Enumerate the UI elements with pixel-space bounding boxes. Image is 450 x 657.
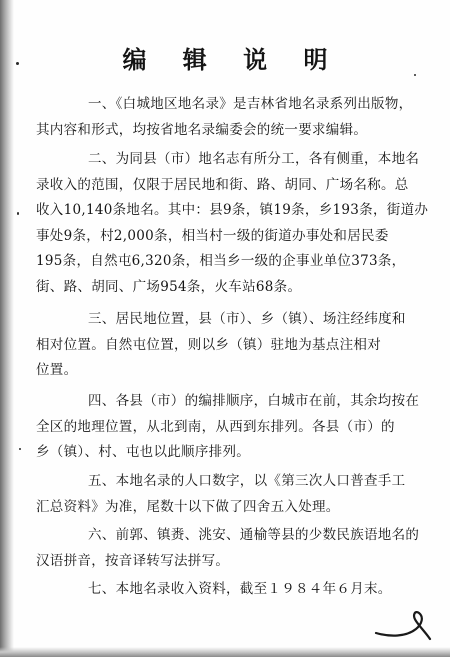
- paragraph-line: 汉语拼音，按音译转写法拼写。: [36, 552, 230, 569]
- paragraph-line: 街、路、胡同、广场954条，火车站68条。: [36, 278, 302, 295]
- paragraph-line: 事处9条，村2,000条，相当村一级的街道办事处和居民委: [36, 227, 389, 244]
- paragraph-line: 全区的地理位置，从北到南，从西到东排列。各县（市）的: [36, 418, 395, 435]
- paragraph-line: 四、各县（市）的编排顺序，白城市在前，其余均按在: [88, 393, 420, 409]
- paragraph-line: 其内容和形式，均按省地名录编委会的统一要求编辑。: [36, 121, 368, 138]
- scan-edge-shadow: [0, 0, 14, 657]
- paragraph-line: 六、前郭、镇赉、洮安、通榆等县的少数民族语地名的: [88, 527, 420, 543]
- paragraph-line: 汇总资料》为准，尾数十以下做了四舍五入处理。: [36, 498, 340, 515]
- paragraph-line: 二、为同县（市）地名志有所分工，各有侧重，本地名: [88, 151, 420, 167]
- paragraph-5: [36, 469, 440, 520]
- paragraph-2: [36, 147, 440, 300]
- paragraph-line: 乡（镇）、村、屯也以此顺序排列。: [36, 444, 251, 460]
- paragraph-line: 195条，自然屯6,320条，相当乡一级的企事业单位373条，: [36, 253, 406, 269]
- scan-bottom-shadow: [0, 647, 450, 657]
- paragraph-1: [36, 92, 440, 143]
- paragraph-line: 相对位置。自然屯位置，则以乡（镇）驻地为基点注相对: [36, 336, 381, 353]
- page-title: 编 辑 说 明: [122, 45, 342, 74]
- paragraph-line: 三、居民地位置，县（市）、乡（镇）、场注经纬度和: [88, 311, 406, 327]
- paragraph-line: 七、本地名录收入资料，截至１９８４年６月末。: [88, 581, 392, 597]
- pen-mark-icon: [372, 603, 432, 643]
- paragraph-line: 一、《白城地区地名录》是吉林省地名录系列出版物，: [88, 96, 413, 112]
- paragraph-line: 收入10,140条地名。其中：县9条，镇19条，乡193条，街道办: [36, 202, 429, 218]
- scan-speck: [17, 212, 19, 215]
- paragraph-4: [36, 389, 440, 466]
- paragraph-line: 位置。: [36, 362, 78, 378]
- scan-speck: [19, 448, 21, 450]
- paragraph-6: [36, 523, 440, 574]
- paragraph-3: [36, 307, 440, 384]
- paragraph-7: [62, 577, 440, 603]
- paragraph-line: 录收入的范围，仅限于居民地和街、路、胡同、广场名称。总: [36, 176, 409, 193]
- paragraph-line: 五、本地名录的人口数字，以《第三次人口普查手工: [88, 473, 406, 489]
